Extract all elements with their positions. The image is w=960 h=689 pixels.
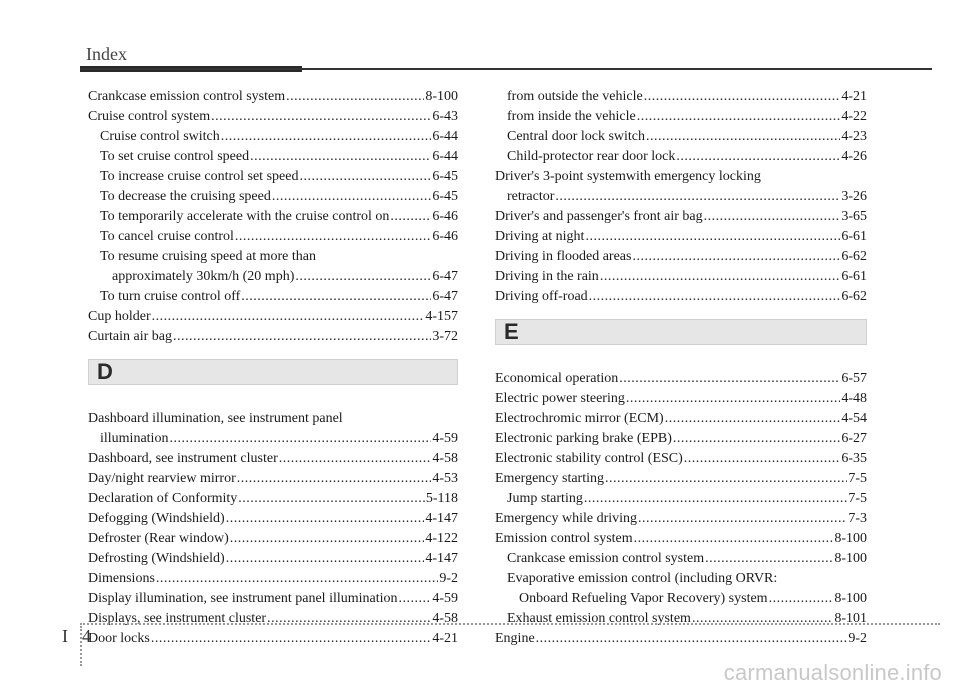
entry-page-ref: 4-147 xyxy=(425,511,458,526)
entry-page-ref: 7-5 xyxy=(848,491,867,506)
entry-page-ref: 6-57 xyxy=(841,371,867,386)
section-letter-bar xyxy=(495,319,867,345)
index-entry xyxy=(88,187,458,207)
entry-page-ref: 8-100 xyxy=(834,551,867,566)
entry-page-ref: 4-22 xyxy=(841,109,867,124)
entry-page-ref: 4-59 xyxy=(432,431,458,446)
dot-leader xyxy=(769,589,834,609)
entry-page-ref: 4-157 xyxy=(425,309,458,324)
dot-leader xyxy=(555,187,840,207)
dot-leader xyxy=(585,227,840,247)
index-entry xyxy=(88,469,458,489)
dot-leader xyxy=(250,147,431,167)
dot-leader xyxy=(705,549,833,569)
dot-leader xyxy=(692,609,833,629)
index-entry xyxy=(88,267,458,287)
entry-term: Dashboard, see instrument cluster xyxy=(88,451,278,466)
dot-leader xyxy=(272,187,431,207)
index-entry xyxy=(495,529,867,549)
entry-term: Day/night rearview mirror xyxy=(88,471,236,486)
dot-leader xyxy=(676,147,840,167)
dot-leader xyxy=(646,127,840,147)
entry-term: Crankcase emission control system xyxy=(507,551,705,566)
entry-term: Door locks xyxy=(88,631,150,646)
dot-leader xyxy=(267,609,431,629)
entry-term: Emergency while driving xyxy=(495,511,638,526)
section-label: I xyxy=(62,626,68,646)
entry-term: To temporarily accelerate with the cruise control on xyxy=(100,209,390,224)
entry-term: Curtain air bag xyxy=(88,329,172,344)
index-entry xyxy=(495,369,867,389)
entry-term: Crankcase emission control system xyxy=(88,89,286,104)
dot-leader xyxy=(619,369,840,389)
entry-page-ref: 4-54 xyxy=(841,411,867,426)
dot-leader xyxy=(169,429,431,449)
dot-leader xyxy=(638,509,847,529)
entry-page-ref: 6-62 xyxy=(841,249,867,264)
index-entry xyxy=(495,509,867,529)
dot-leader xyxy=(226,549,425,569)
entry-page-ref: 3-26 xyxy=(841,189,867,204)
index-entry xyxy=(495,167,867,187)
entry-page-ref: 6-44 xyxy=(432,149,458,164)
dot-leader xyxy=(600,267,841,287)
index-entry xyxy=(495,107,867,127)
entry-term: Evaporative emission control (including ORVR: xyxy=(507,571,778,586)
entry-page-ref: 9-2 xyxy=(439,571,458,586)
entry-page-ref: 4-58 xyxy=(432,451,458,466)
watermark: carmanualsonline.info xyxy=(723,660,942,685)
entry-term: Emission control system xyxy=(495,531,633,546)
index-entry xyxy=(88,629,458,649)
dot-leader xyxy=(626,389,841,409)
page-title: Index xyxy=(86,44,127,64)
index-entry xyxy=(495,227,867,247)
index-entry xyxy=(88,127,458,147)
dot-leader xyxy=(299,167,431,187)
entry-page-ref: 6-44 xyxy=(432,129,458,144)
index-entry xyxy=(88,147,458,167)
entry-page-ref: 4-26 xyxy=(841,149,867,164)
dot-leader xyxy=(279,449,432,469)
entry-page-ref: 6-46 xyxy=(432,209,458,224)
index-entry xyxy=(495,147,867,167)
section-letter: E xyxy=(504,319,519,344)
dot-leader xyxy=(637,107,841,127)
dot-leader xyxy=(632,247,840,267)
entry-term: Driver's and passenger's front air bag xyxy=(495,209,703,224)
index-entry xyxy=(88,509,458,529)
entry-page-ref: 6-47 xyxy=(432,269,458,284)
dot-leader xyxy=(684,449,841,469)
dot-leader xyxy=(221,127,432,147)
index-entry xyxy=(88,287,458,307)
entry-page-ref: 4-21 xyxy=(432,631,458,646)
entry-term: Central door lock switch xyxy=(507,129,646,144)
entry-page-ref: 6-62 xyxy=(841,289,867,304)
dot-leader xyxy=(241,287,431,307)
entry-term: from outside the vehicle xyxy=(507,89,643,104)
index-entry xyxy=(495,187,867,207)
entry-term: Display illumination, see instrument panel illumination xyxy=(88,591,398,606)
entry-term: Cruise control switch xyxy=(100,129,220,144)
entry-term: Dashboard illumination, see instrument panel xyxy=(88,411,343,426)
entry-term: Electronic parking brake (EPB) xyxy=(495,431,672,446)
index-entry xyxy=(495,87,867,107)
entry-page-ref: 4-48 xyxy=(841,391,867,406)
entry-term: Defogging (Windshield) xyxy=(88,511,225,526)
index-entry xyxy=(88,529,458,549)
entry-page-ref: 4-58 xyxy=(432,611,458,626)
entry-term: from inside the vehicle xyxy=(507,109,636,124)
entry-page-ref: 4-21 xyxy=(841,89,867,104)
entry-page-ref: 4-122 xyxy=(425,531,458,546)
entry-term: retractor xyxy=(507,189,555,204)
index-entry xyxy=(495,207,867,227)
dot-leader xyxy=(238,489,425,509)
index-entry xyxy=(495,247,867,267)
entry-page-ref: 8-100 xyxy=(834,531,867,546)
index-entry xyxy=(495,267,867,287)
entry-term: Cup holder xyxy=(88,309,151,324)
index-entry xyxy=(88,569,458,589)
entry-term: Driving in flooded areas xyxy=(495,249,632,264)
entry-term: Economical operation xyxy=(495,371,619,386)
index-entry xyxy=(88,549,458,569)
index-entry xyxy=(88,409,458,429)
index-entry xyxy=(495,409,867,429)
entry-term: To increase cruise control set speed xyxy=(100,169,299,184)
dot-leader xyxy=(156,569,438,589)
index-entry xyxy=(88,609,458,629)
entry-page-ref: 4-147 xyxy=(425,551,458,566)
dot-leader xyxy=(151,629,432,649)
entry-term: Engine xyxy=(495,631,535,646)
entry-term: To resume cruising speed at more than xyxy=(100,249,316,264)
entry-page-ref: 6-47 xyxy=(432,289,458,304)
index-entry xyxy=(88,207,458,227)
entry-term: To set cruise control speed xyxy=(100,149,250,164)
dot-leader xyxy=(235,227,431,247)
entry-page-ref: 5-118 xyxy=(425,491,458,506)
entry-page-ref: 8-100 xyxy=(834,591,867,606)
dot-leader xyxy=(704,207,841,227)
entry-page-ref: 6-61 xyxy=(841,229,867,244)
index-entry xyxy=(495,629,867,649)
entry-term: Driving at night xyxy=(495,229,585,244)
entry-page-ref: 6-61 xyxy=(841,269,867,284)
index-entry xyxy=(495,589,867,609)
index-entry xyxy=(88,327,458,347)
entry-term: Electrochromic mirror (ECM) xyxy=(495,411,664,426)
index-entry xyxy=(88,429,458,449)
entry-term: Electronic stability control (ESC) xyxy=(495,451,683,466)
dot-leader xyxy=(589,287,841,307)
dot-leader xyxy=(673,429,840,449)
section-letter-bar xyxy=(88,359,458,385)
entry-page-ref: 4-53 xyxy=(432,471,458,486)
index-entry xyxy=(495,569,867,589)
entry-term: illumination xyxy=(100,431,169,446)
entry-page-ref: 7-5 xyxy=(848,471,867,486)
entry-page-ref: 9-2 xyxy=(848,631,867,646)
entry-page-ref: 8-101 xyxy=(834,611,867,626)
index-entry xyxy=(88,247,458,267)
index-entry xyxy=(495,549,867,569)
index-entry xyxy=(88,307,458,327)
index-entry xyxy=(495,469,867,489)
entry-term: Driver's 3-point systemwith emergency locking xyxy=(495,169,761,184)
index-entry xyxy=(495,489,867,509)
dot-leader xyxy=(644,87,841,107)
dot-leader xyxy=(536,629,848,649)
dot-leader xyxy=(211,107,431,127)
entry-term: Onboard Refueling Vapor Recovery) system xyxy=(519,591,768,606)
index-entry xyxy=(88,589,458,609)
entry-page-ref: 7-3 xyxy=(848,511,867,526)
page-label: 4 xyxy=(82,626,91,646)
dot-leader xyxy=(295,267,431,287)
entry-page-ref: 3-65 xyxy=(841,209,867,224)
index-column-right xyxy=(495,87,867,649)
entry-term: Declaration of Conformity xyxy=(88,491,238,506)
footer-rule xyxy=(80,623,940,625)
section-letter: D xyxy=(97,359,113,384)
entry-page-ref: 6-46 xyxy=(432,229,458,244)
entry-page-ref: 6-45 xyxy=(432,189,458,204)
entry-term: Dimensions xyxy=(88,571,155,586)
dot-leader xyxy=(665,409,841,429)
index-entry xyxy=(88,227,458,247)
entry-term: Child-protector rear door lock xyxy=(507,149,676,164)
index-entry xyxy=(88,107,458,127)
index-entry xyxy=(88,449,458,469)
index-entry xyxy=(495,609,867,629)
index-entry xyxy=(495,449,867,469)
entry-page-ref: 6-27 xyxy=(841,431,867,446)
index-entry xyxy=(495,287,867,307)
dot-leader xyxy=(584,489,847,509)
entry-term: To decrease the cruising speed xyxy=(100,189,271,204)
entry-page-ref: 4-23 xyxy=(841,129,867,144)
index-column-left xyxy=(88,87,458,649)
dot-leader xyxy=(230,529,425,549)
index-entry xyxy=(495,127,867,147)
dot-leader xyxy=(226,509,425,529)
entry-page-ref: 6-43 xyxy=(432,109,458,124)
index-entry xyxy=(495,389,867,409)
entry-term: Electric power steering xyxy=(495,391,625,406)
index-entry xyxy=(88,489,458,509)
dot-leader xyxy=(390,207,431,227)
entry-term: Driving in the rain xyxy=(495,269,599,284)
entry-term: Driving off-road xyxy=(495,289,588,304)
entry-term: To cancel cruise control xyxy=(100,229,234,244)
dot-leader xyxy=(152,307,425,327)
entry-term: Exhaust emission control system xyxy=(507,611,691,626)
index-entry xyxy=(88,87,458,107)
dot-leader xyxy=(605,469,847,489)
entry-term: Jump starting xyxy=(507,491,583,506)
entry-page-ref: 8-100 xyxy=(425,89,458,104)
entry-term: Defrosting (Windshield) xyxy=(88,551,225,566)
dot-leader xyxy=(634,529,834,549)
entry-page-ref: 6-35 xyxy=(841,451,867,466)
entry-term: Defroster (Rear window) xyxy=(88,531,229,546)
entry-page-ref: 6-45 xyxy=(432,169,458,184)
dot-leader xyxy=(237,469,432,489)
dot-leader xyxy=(286,87,424,107)
page-number xyxy=(62,626,91,647)
entry-term: To turn cruise control off xyxy=(100,289,241,304)
entry-term: approximately 30km/h (20 mph) xyxy=(112,269,295,284)
index-entry xyxy=(88,167,458,187)
dot-leader xyxy=(173,327,431,347)
dot-leader xyxy=(399,589,432,609)
header-rule xyxy=(80,68,932,70)
entry-page-ref: 3-72 xyxy=(432,329,458,344)
entry-term: Emergency starting xyxy=(495,471,604,486)
entry-term: Displays, see instrument cluster xyxy=(88,611,267,626)
entry-term: Cruise control system xyxy=(88,109,211,124)
entry-page-ref: 4-59 xyxy=(432,591,458,606)
index-entry xyxy=(495,429,867,449)
